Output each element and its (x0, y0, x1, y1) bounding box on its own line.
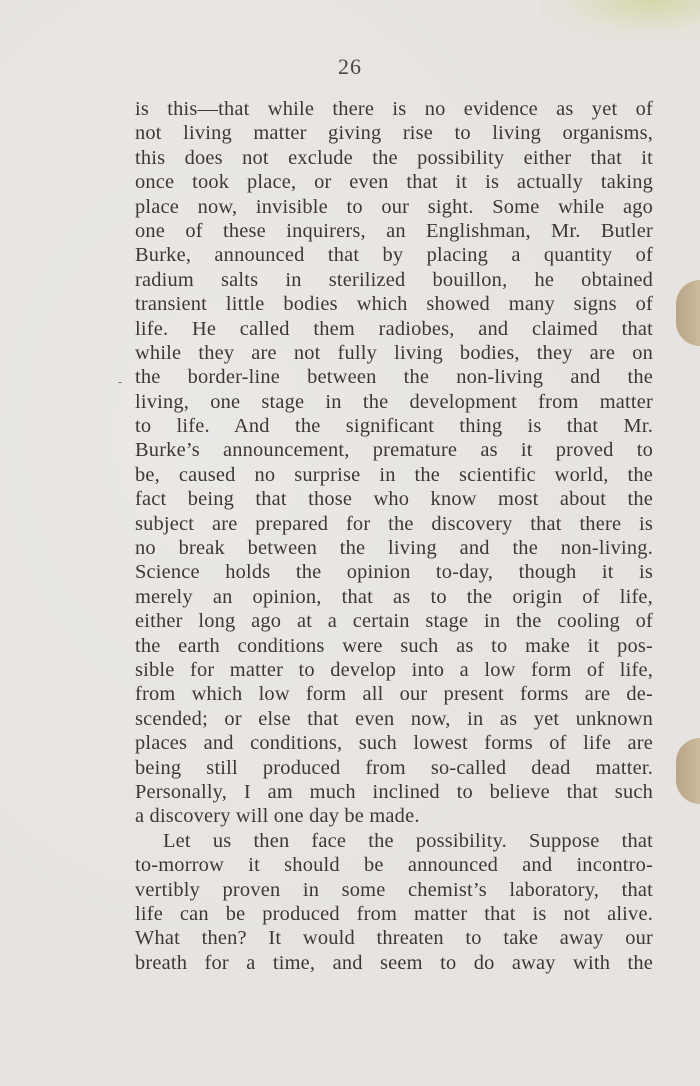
text-line: What then? It would threaten to take away our (135, 927, 653, 950)
page-tab-marker-lower (676, 738, 700, 804)
paper-stain (540, 0, 700, 40)
paragraph-first-line: Let us then face the possibility. Suppose that (163, 829, 653, 852)
text-line: breath for a time, and seem to do away with the (135, 951, 653, 974)
text-line: not living matter giving rise to living organisms, (135, 122, 653, 145)
text-line: vertibly proven in some chemist’s laboratory, that (135, 878, 653, 901)
text-line: Burke, announced that by placing a quantity of (135, 244, 653, 267)
text-line: to-morrow it should be announced and incontro- (135, 854, 653, 877)
text-line: life. He called them radiobes, and claimed that (135, 317, 653, 340)
body-text (135, 97, 653, 975)
text-line: being still produced from so-called dead matter. (135, 756, 653, 779)
text-line: is this—that while there is no evidence as yet of (135, 98, 653, 120)
paragraph-last-line: a discovery will one day be made. (135, 805, 420, 828)
text-line: once took place, or even that it is actually taking (135, 171, 653, 194)
text-line: sible for matter to develop into a low form of life, (135, 658, 653, 681)
text-line: from which low form all our present forms are de- (135, 683, 653, 706)
text-line: Science holds the opinion to-day, though it is (135, 561, 653, 584)
text-line: the border-line between the non-living and the (135, 366, 653, 389)
text-line: one of these inquirers, an Englishman, Mr. Butler (135, 219, 653, 242)
text-line: either long ago at a certain stage in the cooling of (135, 610, 653, 633)
text-line: radium salts in sterilized bouillon, he obtained (135, 268, 653, 291)
text-line: fact being that those who know most about the (135, 488, 653, 511)
text-line: scended; or else that even now, in as yet unknown (135, 707, 653, 730)
text-line: while they are not fully living bodies, they are on (135, 341, 653, 364)
text-line: place now, invisible to our sight. Some while ago (135, 195, 653, 218)
text-line: the earth conditions were such as to make it pos- (135, 634, 653, 657)
text-line: subject are prepared for the discovery that there is (135, 512, 653, 535)
text-line: Burke’s announcement, premature as it proved to (135, 439, 653, 462)
text-line: transient little bodies which showed many signs of (135, 293, 653, 316)
margin-mark (118, 382, 122, 383)
text-line: no break between the living and the non-living. (135, 537, 653, 560)
text-line: life can be produced from matter that is not alive. (135, 902, 653, 925)
text-line: this does not exclude the possibility either that it (135, 146, 653, 169)
text-line: to life. And the significant thing is that Mr. (135, 415, 653, 438)
page-number: 26 (338, 54, 362, 79)
text-line: merely an opinion, that as to the origin of life, (135, 585, 653, 608)
text-line: Personally, I am much inclined to believe that such (135, 780, 653, 803)
page-tab-marker-upper (676, 280, 700, 346)
text-line: living, one stage in the development from matter (135, 390, 653, 413)
text-line: be, caused no surprise in the scientific world, the (135, 463, 653, 486)
text-line: places and conditions, such lowest forms of life are (135, 732, 653, 755)
